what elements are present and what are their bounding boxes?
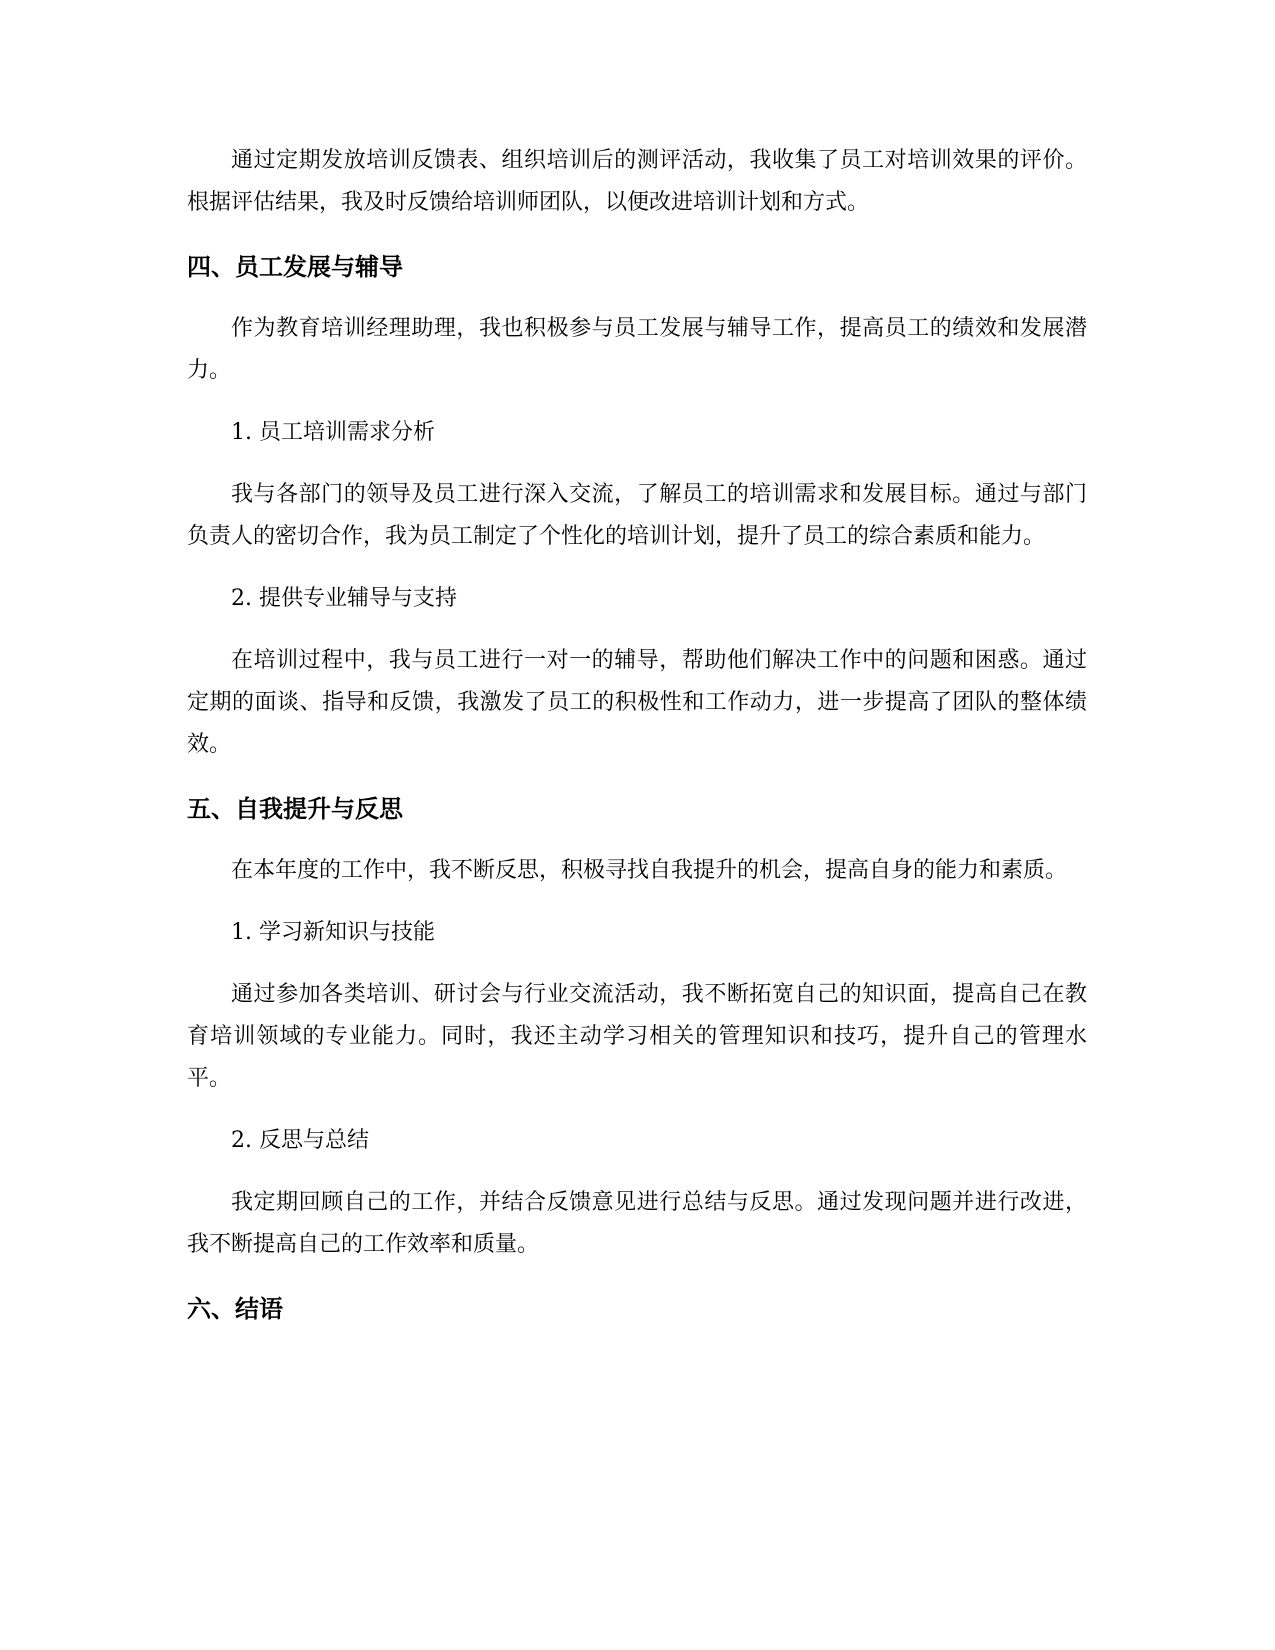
section-heading-self-improvement: 五、自我提升与反思 <box>187 795 403 823</box>
paragraph-self-improvement-intro: 在本年度的工作中，我不断反思，积极寻找自我提升的机会，提高自身的能力和素质。 <box>231 858 1068 883</box>
subheading-reflection: 2. 反思与总结 <box>231 1128 369 1153</box>
paragraph-coaching-support: 在培训过程中，我与员工进行一对一的辅导，帮助他们解决工作中的问题和困惑。通过定期的面谈、指导和反馈，我激发了员工的积极性和工作动力，进一步提高了团队的整体绩效。 <box>187 648 1087 757</box>
section-heading-conclusion: 六、结语 <box>187 1295 283 1323</box>
subheading-learning: 1. 学习新知识与技能 <box>231 920 435 945</box>
paragraph-training-feedback: 通过定期发放培训反馈表、组织培训后的测评活动，我收集了员工对培训效果的评价。根据评估结果，我及时反馈给培训师团队，以便改进培训计划和方式。 <box>187 148 1087 215</box>
paragraph-training-needs: 我与各部门的领导及员工进行深入交流，了解员工的培训需求和发展目标。通过与部门负责人的密切合作，我为员工制定了个性化的培训计划，提升了员工的综合素质和能力。 <box>187 482 1087 549</box>
section-heading-employee-development: 四、员工发展与辅导 <box>187 253 403 281</box>
subheading-training-needs: 1. 员工培训需求分析 <box>231 420 435 445</box>
paragraph-learning: 通过参加各类培训、研讨会与行业交流活动，我不断拓宽自己的知识面，提高自己在教育培训领域的专业能力。同时，我还主动学习相关的管理知识和技巧，提升自己的管理水平。 <box>187 982 1087 1091</box>
subheading-coaching-support: 2. 提供专业辅导与支持 <box>231 586 457 611</box>
document-body <box>187 140 1087 1330</box>
paragraph-development-intro: 作为教育培训经理助理，我也积极参与员工发展与辅导工作，提高员工的绩效和发展潜力。 <box>187 316 1087 383</box>
paragraph-reflection: 我定期回顾自己的工作，并结合反馈意见进行总结与反思。通过发现问题并进行改进，我不断提高自己的工作效率和质量。 <box>187 1190 1087 1257</box>
